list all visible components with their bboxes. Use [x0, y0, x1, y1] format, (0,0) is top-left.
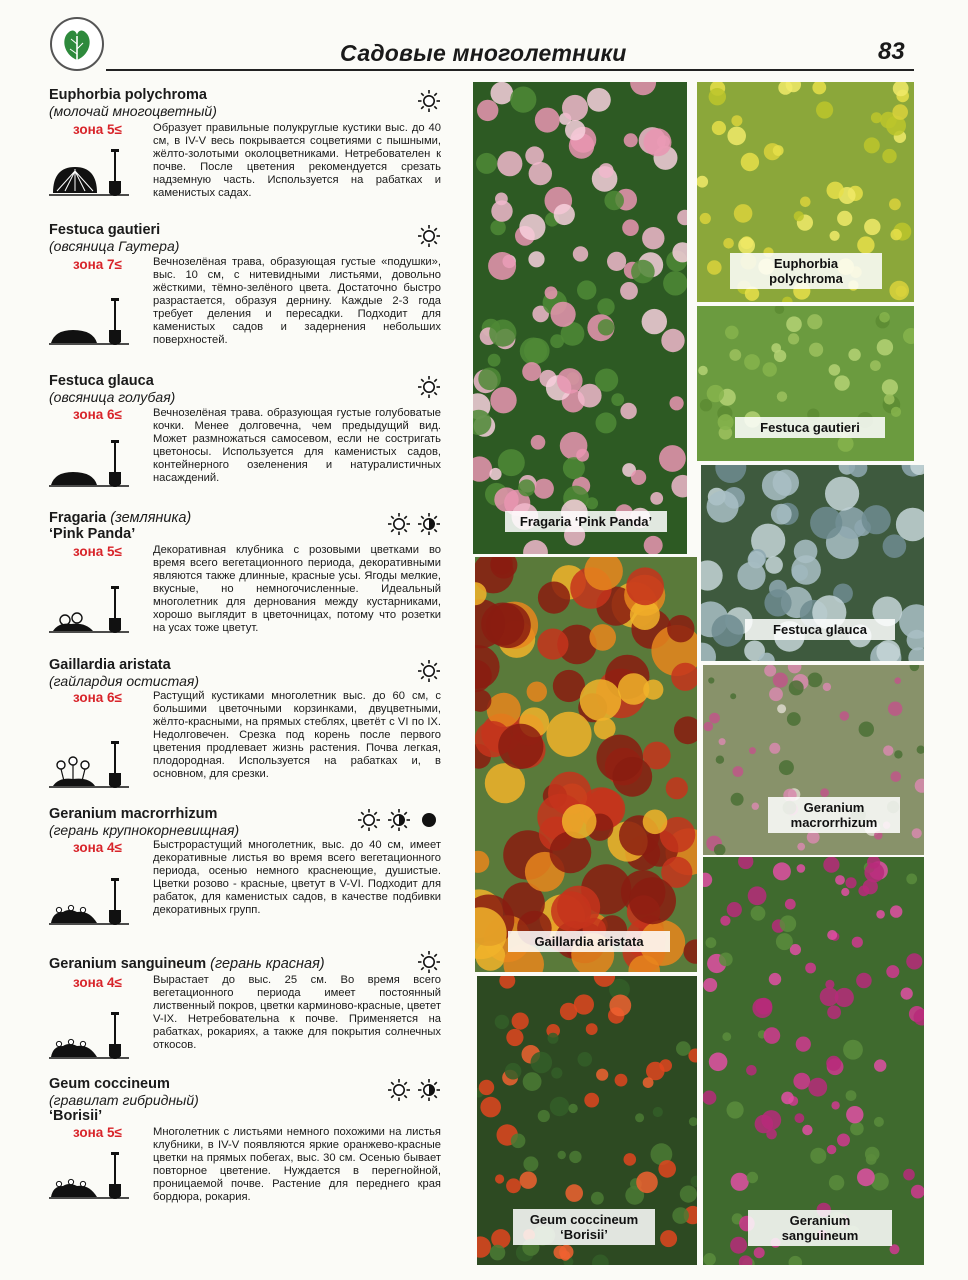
- latin-name-text: Geranium macrorrhizum: [49, 806, 218, 822]
- caption-line: Geranium: [803, 800, 865, 815]
- light-requirement: [387, 512, 441, 536]
- plant-entry: [49, 87, 441, 199]
- sun-icon: [387, 1078, 411, 1102]
- plant-pictogram: [49, 1140, 129, 1204]
- plant-latin-name: [49, 373, 441, 389]
- plant-russian-name: (овсяница Гаутера): [49, 238, 180, 254]
- light-requirement: [417, 375, 441, 399]
- plant-latin-name: [49, 1076, 441, 1092]
- sun-icon: [387, 512, 411, 536]
- plant-entry: [49, 510, 441, 634]
- plant-description: Декоративная клубника с розовыми цветками во время всего вегетационного периода, декоративными являются также длинные, красные усы. Ягоды мелкие, вкусные, но немногочисленные. Идеальный многолетник для дернования между кустарниками, хорошо выглядит в цветочницах, потому что розетки на усах тоже цветут.: [153, 544, 441, 634]
- plant-description: Вечнозелёная трава, образующая густые «подушки», выс. 10 см, с нитевидными листьями, довольно жёсткими, тёмно-зелёного цвета. Достаточно быстро разрастается, образуя дернину. Каждые 2-3 года требует деления и пересадки. Подходит для каменистых садов и задернения небольших поверхностей.: [153, 256, 441, 346]
- caption-line: ‘Borisii’: [560, 1227, 608, 1242]
- plant-russian-name: (молочай многоцветный): [49, 103, 217, 119]
- plant-entry: [49, 1076, 441, 1203]
- photo-caption: Festuca gautieri: [735, 417, 885, 438]
- half-shade-icon: [417, 1078, 441, 1102]
- plant-description: Многолетник с листьями немного похожими на листья клубники, в IV-V появляются яркие оранжево-красные цветки на прямых побегах, выс. 30 см. Осенью бывает повторное цветение. Нуждается в перегнойной, проницаемой почве. Растение для переднего края бордюра, рокария.: [153, 1126, 441, 1203]
- plant-pictogram: [49, 286, 129, 350]
- sun-icon: [417, 224, 441, 248]
- latin-name-text: Gaillardia aristata: [49, 657, 171, 673]
- leaf-logo-icon: [49, 16, 105, 72]
- photo-caption: Festuca glauca: [745, 619, 895, 640]
- light-requirement: [357, 808, 441, 832]
- photo-texture: [475, 557, 697, 972]
- plant-description: Вечнозелёная трава. образующая густые голубоватые кочки. Менее долговечна, чем предыдущий вид. Может размножаться самосевом, если не состригать цветоносы. Используется для каменистых садов, контейнерного озеленения и натуралистичных насаждений.: [153, 407, 441, 484]
- russian-name-inline: (земляника): [106, 510, 192, 526]
- photo-caption: [768, 797, 900, 833]
- header-rule: [106, 69, 914, 71]
- photo-caption: Gaillardia aristata: [508, 931, 670, 952]
- plant-spade-icon: [49, 1000, 129, 1062]
- plant-latin-name: [49, 657, 441, 673]
- plant-spade-icon: [49, 729, 129, 791]
- plant-photo: [703, 857, 924, 1265]
- plant-latin-name: [49, 956, 441, 972]
- photo-texture: [703, 857, 924, 1265]
- plant-latin-name: [49, 222, 441, 238]
- hardiness-zone: зона 7≤: [73, 257, 122, 272]
- plant-pictogram: [49, 729, 129, 793]
- plant-photo: [475, 557, 697, 972]
- plant-entry: [49, 806, 441, 916]
- shade-icon: [417, 808, 441, 832]
- plant-cultivar: ‘Pink Panda’: [49, 526, 136, 542]
- plant-spade-icon: [49, 574, 129, 636]
- plant-description: Быстрорастущий многолетник, выс. до 40 см, имеет декоративные листья во время всего вегетационного периода, осенью немного краснеющие, душистые. Цветки розово - красные, цветут в V-VI. Подходит для рабаток, для каменистых садов, в качестве подбивки декоративных групп.: [153, 839, 441, 916]
- hardiness-zone: зона 5≤: [73, 1125, 122, 1140]
- light-requirement: [417, 89, 441, 113]
- plant-photo: [473, 82, 687, 554]
- caption-line: macrorrhizum: [790, 815, 878, 830]
- plant-pictogram: [49, 137, 129, 201]
- page-number: 83: [878, 38, 905, 65]
- latin-name-text: Festuca glauca: [49, 373, 154, 389]
- plant-latin-name: [49, 87, 441, 103]
- plant-russian-name: (овсяница голубая): [49, 389, 176, 405]
- sun-icon: [417, 659, 441, 683]
- latin-name-text: Festuca gautieri: [49, 222, 161, 238]
- caption-line: Geum coccineum: [529, 1212, 639, 1227]
- plant-pictogram: [49, 574, 129, 638]
- plant-description: Вырастает до выс. 25 см. Во время всего вегетационного периода имеет постоянный лиственный покров, цветки карминово-красные, цветет V-IX. Нетребовательна к почве. Применяется на рабатках, рокариях, а также для покрытия солнечных откосов.: [153, 974, 441, 1051]
- plant-spade-icon: [49, 866, 129, 928]
- plant-description: Растущий кустиками многолетник выс. до 60 см, с большими цветочными корзинками, двуцветными, жёлто-красными, на прямых стеблях, цветёт с VI по IX. Недолговечен. Срезка под корень после первого цветения продлевает жизнь растения. Почва легкая, плодородная. Используется на рабатках и, в основном, для срезки.: [153, 690, 441, 780]
- caption-line: sanguineum: [781, 1228, 859, 1243]
- latin-name-text: Geum coccineum: [49, 1076, 170, 1092]
- hardiness-zone: зона 6≤: [73, 690, 122, 705]
- plant-pictogram: [49, 1000, 129, 1064]
- plant-entry: [49, 373, 441, 484]
- hardiness-zone: зона 5≤: [73, 544, 122, 559]
- plant-entry: [49, 222, 441, 346]
- light-requirement: [417, 659, 441, 683]
- photo-caption: Euphorbia polychroma: [730, 253, 882, 289]
- caption-line: Geranium: [789, 1213, 851, 1228]
- photo-caption: [513, 1209, 655, 1245]
- latin-name-text: Fragaria: [49, 510, 107, 526]
- plant-spade-icon: [49, 286, 129, 348]
- photo-texture: [473, 82, 687, 554]
- plant-entry: [49, 956, 441, 1051]
- plant-russian-name: (герань крупнокорневищная): [49, 822, 240, 838]
- plant-entry: [49, 657, 441, 780]
- hardiness-zone: зона 6≤: [73, 407, 122, 422]
- latin-name-text: Euphorbia polychroma: [49, 87, 207, 103]
- russian-name-inline: (герань красная): [206, 956, 325, 972]
- photo-caption: [748, 1210, 892, 1246]
- hardiness-zone: зона 4≤: [73, 840, 122, 855]
- plant-spade-icon: [49, 137, 129, 199]
- sun-icon: [417, 89, 441, 113]
- light-requirement: [417, 224, 441, 248]
- half-shade-icon: [387, 808, 411, 832]
- page-title: Садовые многолетники: [340, 40, 627, 66]
- plant-spade-icon: [49, 428, 129, 490]
- plant-cultivar: ‘Borisii’: [49, 1108, 103, 1124]
- photo-caption: Fragaria ‘Pink Panda’: [505, 511, 667, 532]
- half-shade-icon: [417, 512, 441, 536]
- plant-pictogram: [49, 428, 129, 492]
- plant-russian-name: (гравилат гибридный): [49, 1092, 199, 1108]
- light-requirement: [417, 950, 441, 974]
- plant-spade-icon: [49, 1140, 129, 1202]
- latin-name-text: Geranium sanguineum: [49, 956, 207, 972]
- sun-icon: [417, 375, 441, 399]
- sun-icon: [357, 808, 381, 832]
- plant-latin-name: [49, 510, 441, 526]
- sun-icon: [417, 950, 441, 974]
- hardiness-zone: зона 5≤: [73, 122, 122, 137]
- plant-russian-name: (гайлардия остистая): [49, 673, 200, 689]
- hardiness-zone: зона 4≤: [73, 975, 122, 990]
- plant-pictogram: [49, 866, 129, 930]
- plant-description: Образует правильные полукруглые кустики выс. до 40 см, в IV-V весь покрывается соцветиями с пышными, жёлто-золотыми околоцветниками. Нетребователен к почве. После цветения рекомендуется срезать надземную часть. Используется на рабатках и каменистых садах.: [153, 122, 441, 199]
- light-requirement: [387, 1078, 441, 1102]
